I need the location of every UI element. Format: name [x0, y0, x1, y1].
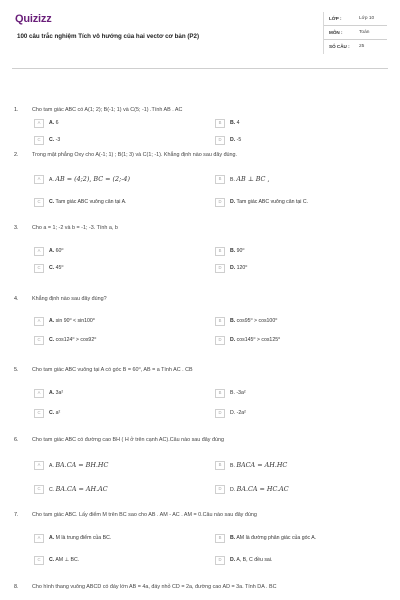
option-text: 4	[236, 119, 240, 126]
option-letter: D.	[230, 556, 236, 563]
option-d[interactable]	[215, 334, 375, 346]
option-letter: B.	[230, 119, 236, 126]
option-box: C	[34, 409, 44, 418]
option-box: D	[215, 336, 225, 345]
option-d[interactable]	[215, 134, 375, 146]
option-content	[49, 199, 126, 206]
option-box: D	[215, 198, 225, 207]
option-content	[230, 137, 241, 144]
option-box: B	[215, 175, 225, 184]
option-a[interactable]	[34, 173, 194, 185]
meta-row-count	[324, 40, 387, 54]
option-box: B	[215, 534, 225, 543]
option-box: C	[34, 264, 44, 273]
option-b[interactable]	[215, 117, 375, 129]
option-content	[49, 137, 60, 144]
option-box: D	[215, 136, 225, 145]
option-box: A	[34, 175, 44, 184]
option-a[interactable]	[34, 387, 194, 399]
option-text: A, B, C đều sai.	[236, 556, 273, 563]
option-box: A	[34, 247, 44, 256]
option-letter: C.	[49, 556, 55, 563]
option-d[interactable]	[215, 483, 375, 495]
option-letter: D.	[230, 409, 236, 416]
option-letter: C.	[49, 486, 55, 493]
option-letter: A.	[49, 534, 55, 541]
meta-label: MÔN :	[329, 29, 343, 35]
option-text: cos95⁰ > cos100⁰	[236, 317, 278, 324]
option-d[interactable]	[215, 554, 375, 566]
option-c[interactable]	[34, 262, 194, 274]
option-letter: C.	[49, 136, 55, 143]
option-b[interactable]	[215, 245, 375, 257]
option-text: 120⁰	[236, 264, 248, 271]
question-text: Cho a = 1; -2 và b = -1; -3. Tính a, b	[32, 225, 118, 231]
question-number: 1.	[14, 107, 19, 113]
option-box: C	[34, 556, 44, 565]
question-number: 4.	[14, 296, 19, 302]
option-box: D	[215, 485, 225, 494]
question-text: Cho hình thang vuông ABCD có đáy lớn AB = 4a, đáy nhỏ CD = 2a, đường cao AD = 3a. Tính DA . BC	[32, 584, 277, 590]
option-content	[230, 485, 289, 494]
option-text: 90⁰	[236, 247, 245, 254]
question-text: Cho tam giác ABC có A(1; 2); B(-1; 1) và C(5; -1) .Tính AB . AC	[32, 107, 183, 113]
option-content	[230, 120, 240, 127]
question-number: 7.	[14, 512, 19, 518]
option-letter: D.	[230, 264, 236, 271]
option-text: 60⁰	[55, 247, 64, 254]
option-letter: B.	[230, 534, 236, 541]
option-content	[49, 318, 95, 325]
option-text: BA.CA = HC.AC	[236, 484, 289, 493]
option-text: 6	[55, 119, 59, 126]
option-letter: A.	[49, 389, 55, 396]
option-content	[230, 199, 308, 206]
question-text: Cho tam giác ABC. Lấy điểm M trên BC sao cho AB . AM - AC . AM = 0.Câu nào sau đây đúng	[32, 512, 257, 518]
option-letter: B.	[230, 462, 235, 469]
option-content	[49, 248, 64, 255]
option-text: -3a²	[236, 389, 246, 396]
option-c[interactable]	[34, 483, 194, 495]
option-c[interactable]	[34, 334, 194, 346]
option-letter: C.	[49, 336, 55, 343]
option-box: C	[34, 485, 44, 494]
option-a[interactable]	[34, 315, 194, 327]
option-box: B	[215, 247, 225, 256]
option-text: AB = (4;2), BC = (2;-4)	[55, 174, 130, 183]
option-a[interactable]	[34, 117, 194, 129]
option-box: A	[34, 534, 44, 543]
option-letter: D.	[230, 336, 236, 343]
option-c[interactable]	[34, 196, 194, 208]
option-c[interactable]	[34, 134, 194, 146]
meta-value: Lớp 10	[359, 15, 375, 21]
option-letter: D.	[230, 486, 236, 493]
option-letter: A.	[49, 119, 55, 126]
option-box: D	[215, 409, 225, 418]
option-box: C	[34, 336, 44, 345]
option-text: BA.CA = BH.HC	[55, 460, 109, 469]
worksheet-header	[0, 0, 400, 70]
option-box: A	[34, 389, 44, 398]
option-content	[49, 265, 64, 272]
question-text: Khẳng định nào sau đây đúng?	[32, 296, 107, 302]
option-b[interactable]	[215, 459, 375, 471]
option-text: cos145⁰ > cos125⁰	[236, 336, 281, 343]
option-content	[230, 410, 246, 417]
header-divider	[12, 68, 388, 69]
option-a[interactable]	[34, 532, 194, 544]
option-letter: B.	[230, 247, 236, 254]
option-content	[49, 410, 60, 417]
option-c[interactable]	[34, 554, 194, 566]
option-content	[230, 265, 247, 272]
option-box: B	[215, 119, 225, 128]
question-number: 3.	[14, 225, 19, 231]
option-content	[230, 557, 272, 564]
meta-row-subject	[324, 26, 387, 40]
worksheet-meta-table	[323, 12, 387, 54]
option-text: -5	[236, 136, 242, 143]
option-text: AM là đường phân giác của góc A.	[236, 534, 317, 541]
meta-row-class	[324, 12, 387, 26]
meta-label: SỐ CÂU :	[329, 44, 350, 50]
option-text: sin 90⁰ < sin100⁰	[55, 317, 95, 324]
option-content	[49, 337, 96, 344]
question-number: 6.	[14, 437, 19, 443]
question-number: 8.	[14, 584, 19, 590]
option-text: 45⁰	[55, 264, 64, 271]
option-a[interactable]	[34, 245, 194, 257]
option-letter: C.	[49, 409, 55, 416]
meta-value: Toán	[359, 29, 370, 35]
option-text: -3	[55, 136, 61, 143]
option-content	[49, 120, 59, 127]
option-letter: C.	[49, 198, 55, 205]
option-content	[49, 485, 108, 494]
option-content	[49, 535, 111, 542]
question-text: Cho tam giác ABC có đường cao BH ( H ở trên cạnh AC).Câu nào sau đây đúng	[32, 437, 224, 443]
question-text: Trong mặt phẳng Oxy cho A(-1; 1) ; B(1; 3) và C(1; -1). Khẳng định nào sau đây đúng.	[32, 152, 238, 158]
option-box: D	[215, 264, 225, 273]
option-c[interactable]	[34, 407, 194, 419]
option-letter: D.	[230, 136, 236, 143]
option-content	[230, 248, 245, 255]
option-box: B	[215, 461, 225, 470]
option-content	[49, 390, 63, 397]
option-text: BA.CA = AH.AC	[55, 484, 108, 493]
option-letter: B.	[230, 176, 235, 183]
option-letter: A.	[49, 176, 54, 183]
option-content	[230, 337, 280, 344]
option-d[interactable]	[215, 262, 375, 274]
meta-label: LỚP :	[329, 15, 342, 21]
option-box: C	[34, 198, 44, 207]
quizizz-logo: Quizizz	[15, 13, 52, 25]
option-b[interactable]	[215, 173, 375, 185]
option-d[interactable]	[215, 407, 375, 419]
question-number: 5.	[14, 367, 19, 373]
option-box: A	[34, 461, 44, 470]
option-content	[49, 461, 108, 470]
option-text: AB ⊥ BC ,	[236, 174, 270, 183]
option-content	[230, 461, 287, 470]
option-letter: B.	[230, 317, 236, 324]
option-text: 3a²	[55, 389, 64, 396]
option-a[interactable]	[34, 459, 194, 471]
option-box: D	[215, 556, 225, 565]
option-box: A	[34, 119, 44, 128]
option-text: cos124⁰ > cos92⁰	[55, 336, 97, 343]
option-text: -2a²	[236, 409, 246, 416]
question-number: 2.	[14, 152, 19, 158]
option-content	[230, 175, 270, 184]
option-b[interactable]	[215, 315, 375, 327]
option-letter: D.	[230, 198, 236, 205]
option-d[interactable]	[215, 196, 375, 208]
option-content	[230, 535, 316, 542]
option-text: BACA = AH.HC	[236, 460, 288, 469]
option-text: Tam giác ABC vuông cân tại C.	[236, 198, 309, 205]
worksheet-title: 100 câu trắc nghiệm Tích vô hướng của hai vectơ cơ bản (P2)	[17, 33, 200, 40]
option-letter: B.	[230, 389, 235, 396]
option-content	[49, 175, 130, 184]
option-text: a²	[55, 409, 61, 416]
option-content	[230, 390, 246, 397]
option-letter: C.	[49, 264, 55, 271]
option-text: Tam giác ABC vuông cân tại A.	[55, 198, 127, 205]
option-content	[230, 318, 277, 325]
option-letter: A.	[49, 462, 54, 469]
option-text: AM ⊥ BC.	[55, 556, 80, 563]
meta-value: 25	[359, 44, 365, 49]
option-box: B	[215, 317, 225, 326]
option-letter: A.	[49, 317, 55, 324]
question-text: Cho tam giác ABC vuông tại A có góc B = 60⁰, AB = a Tính AC . CB	[32, 367, 193, 373]
option-text: M là trung điểm của BC.	[55, 534, 112, 541]
option-box: C	[34, 136, 44, 145]
option-letter: A.	[49, 247, 55, 254]
option-b[interactable]	[215, 532, 375, 544]
option-content	[49, 557, 79, 564]
option-b[interactable]	[215, 387, 375, 399]
option-box: A	[34, 317, 44, 326]
option-box: B	[215, 389, 225, 398]
